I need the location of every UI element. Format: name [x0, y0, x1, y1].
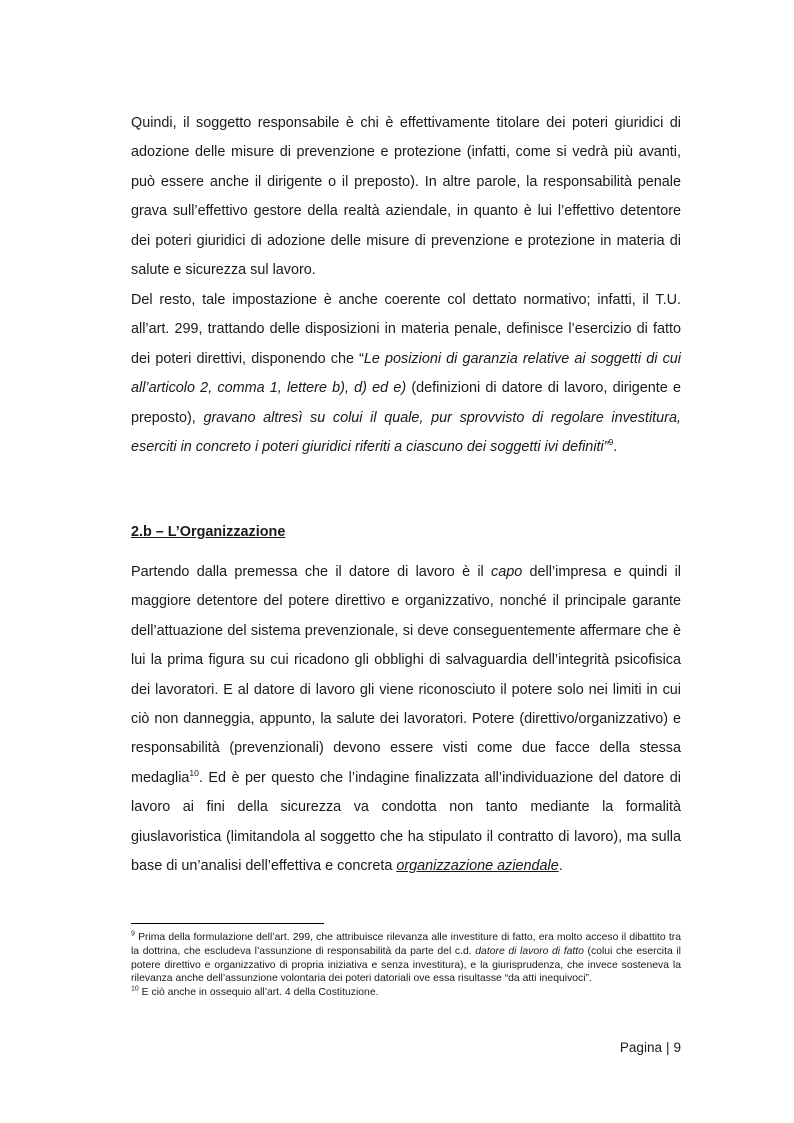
paragraph-text: Partendo dalla premessa che il datore di lavoro è il [131, 564, 492, 580]
footnote-ref-10[interactable]: 10 [189, 768, 199, 779]
paragraph-end: . [613, 439, 618, 456]
page-footer [600, 1040, 681, 1055]
quote-italic: Le posizioni di garanzia relative ai soggetti di cui all’articolo 2, comma 1, lettere b), d) ed e) [131, 350, 681, 397]
closing-quote: ” [603, 439, 609, 456]
footnote-number: 9 [131, 930, 135, 938]
footnote-text: E ciò anche in ossequio all’art. 4 della Costituzione. [138, 987, 379, 999]
footnote-text: (colui che esercita il potere direttivo e organizzativo di propria iniziativa e senza investitura), e la giurisprudenza, che invece sosteneva la rilevanza anche dell’assunzione volontaria dei poteri datoriali ove essa risultasse “da atti inequivoci”. [131, 945, 681, 985]
footnote-italic: datore di lavoro di fatto [475, 945, 584, 957]
footnote-separator [131, 923, 324, 924]
footnote-9 [131, 931, 681, 986]
page-label: Pagina [619, 1040, 662, 1055]
footer-separator: | [665, 1040, 670, 1055]
page-number: 9 [673, 1040, 681, 1055]
footnote-ref-9[interactable]: 9 [608, 437, 614, 448]
italic-term: capo [491, 564, 523, 580]
paragraph-text: dell’impresa e quindi il maggiore detentore del potere direttivo e organizzativo, nonché il principale garante dell’attuazione del sistema prevenzionale, si deve conseguentemente affermare che è lui la prima figura su cui ricadono gli obblighi di salvaguardia dell’integrità psicofisica dei lavoratori. E al datore di lavoro gli viene riconosciuto il potere solo nei limiti in cui ciò non danneggia, appunto, la salute dei lavoratori. Potere (direttivo/organizzativo) e responsabilità (prevenzionali) devono essere visti come due facce della stessa medaglia [131, 564, 681, 786]
quote-italic: gravano altresì su colui il quale, pur sprovvisto di regolare investitura, eserciti in concreto i poteri giuridici riferiti a ciascuno dei soggetti ivi definiti [131, 409, 681, 456]
paragraph-dettato-normativo [131, 286, 681, 462]
paragraph-responsabile: Quindi, il soggetto responsabile è chi è effettivamente titolare dei poteri giuridici di adozione delle misure di prevenzione e protezione (infatti, come si vedrà più avanti, può essere anche il dirigente o il preposto). In altre parole, la responsabilità penale grava sull’effettivo gestore della realtà aziendale, in quanto è lui l’effettivo detentore dei poteri giuridici di adozione delle misure di prevenzione e protezione in materia di salute e sicurezza sul lavoro. [131, 115, 681, 279]
footnote-number: 10 [131, 985, 139, 993]
paragraph-end: . [558, 858, 563, 875]
paragraph-text: Del resto, tale impostazione è anche coerente col dettato normativo; infatti, il T.U. all’art. 299, trattando delle disposizioni in materia penale, definisce l’esercizio di fatto dei poteri direttivi, disponendo che “ [131, 292, 681, 367]
emphasis-underlined: organizzazione aziendale [396, 858, 559, 875]
footnote-text: Prima della formulazione dell’art. 299, che attribuisce rilevanza alle investiture di fatto, era molto acceso il dibattito tra la dottrina, che escludeva l’assunzione di responsabilità da parte del c.d. [131, 932, 681, 957]
paragraph-text: (definizioni di datore di lavoro, dirigente e preposto), [131, 380, 681, 426]
section-heading: 2.b – L’Organizzazione [131, 524, 286, 540]
footnotes [131, 931, 681, 1000]
paragraph-text: . Ed è per questo che l’indagine finalizzata all’individuazione del datore di lavoro ai fini della sicurezza va condotta non tanto mediante la formalità giuslavoristica (limitandola al soggetto che ha stipulato il contratto di lavoro), ma sulla base di un’analisi dell’effettiva e concreta [131, 769, 681, 875]
footnote-10 [131, 986, 681, 1000]
paragraph-organizzazione [131, 558, 681, 881]
